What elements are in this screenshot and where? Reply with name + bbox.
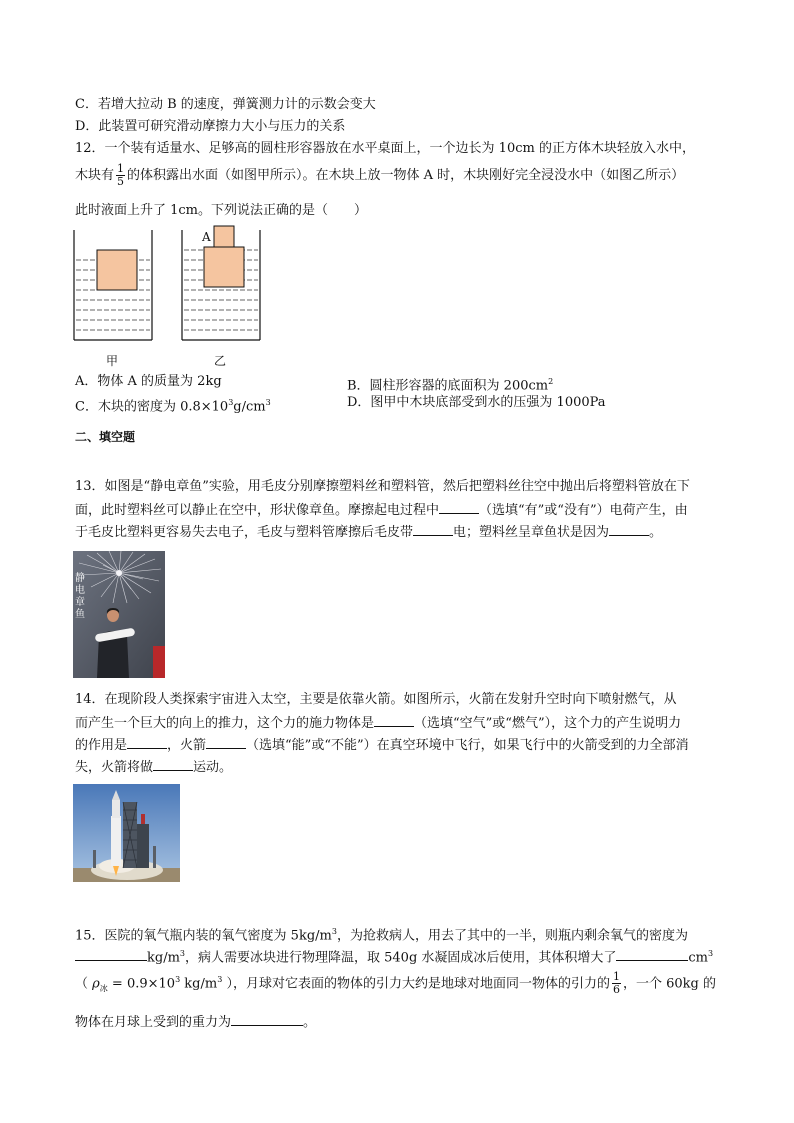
- q12-option-c-b: g/cm: [233, 399, 266, 415]
- q15-line4-b: 。: [303, 1015, 317, 1030]
- q12-option-b-text: B．圆柱形容器的底面积为 200cm: [347, 378, 549, 394]
- q13-line3-b: 电；塑料丝呈章鱼状是因为: [453, 525, 610, 540]
- q12-frac-num: 1: [117, 162, 125, 175]
- q15-line2: [75, 944, 713, 968]
- q14-line3-a: 的作用是: [75, 738, 128, 753]
- q14-line2-a: 而产生一个巨大的向上的推力，这个力的施力物体是: [75, 716, 375, 731]
- q13-blank-3[interactable]: [609, 521, 649, 536]
- q14-blank-3[interactable]: [206, 734, 246, 749]
- object-a-label: A: [202, 230, 211, 244]
- q15-line2-a: kg/m: [147, 950, 180, 966]
- q12-stem-line2: [75, 163, 684, 188]
- q13-line2: [75, 499, 688, 521]
- q13-line2-b: （选填“有”或“没有”）电荷产生，由: [479, 503, 688, 518]
- q14-line4: [75, 756, 232, 778]
- rocket-launch-illustration: [73, 784, 180, 882]
- q15-blank-1[interactable]: [75, 946, 147, 961]
- q15-line1-a: 15．医院的氧气瓶内装的氧气密度为 5kg/m: [75, 928, 332, 944]
- q14-line1: 14．在现阶段人类探索宇宙进入太空，主要是依靠火箭。如图所示，火箭在发射升空时向下喷射燃气，从: [75, 692, 677, 707]
- q14-blank-2[interactable]: [127, 734, 167, 749]
- q14-blank-1[interactable]: [374, 712, 414, 727]
- q15-line3-e: ，一个 60kg 的: [622, 976, 716, 992]
- q13-blank-1[interactable]: [439, 499, 479, 514]
- q15-fraction: [612, 971, 621, 996]
- q15-line2-b: ，病人需要冰块进行物理降温，取 540g 水凝固成冰后使用，其体积增大了: [185, 950, 617, 966]
- q12-option-c: [75, 393, 271, 417]
- q15-line3: [75, 970, 716, 999]
- q12-option-a: A．物体 A 的质量为 2kg: [75, 374, 222, 389]
- q15-line3-c: kg/m: [180, 976, 218, 992]
- q12-option-c-sup1: 3: [228, 398, 234, 407]
- q14-line4-a: 失，火箭将做: [75, 760, 154, 775]
- q12-option-d: D．图甲中木块底部受到水的压强为 1000Pa: [347, 395, 606, 410]
- container-yi: [182, 226, 260, 340]
- q15-line1-sup: 3: [331, 927, 337, 936]
- q13-line3-c: 。: [649, 525, 663, 540]
- q12-option-c-a: C．木块的密度为 0.8×10: [75, 399, 229, 415]
- q14-line3-c: （选填“能”或“不能”）在真空环境中飞行，如果飞行中的火箭受到的力全部消: [246, 738, 689, 753]
- object-a: [214, 226, 234, 247]
- q14-blank-4[interactable]: [153, 756, 193, 771]
- fig-caption-jia: 甲: [106, 354, 119, 368]
- container-jia: [74, 230, 152, 340]
- q15-frac-den: 6: [612, 983, 620, 997]
- q12-fraction: [116, 163, 125, 188]
- q15-line1-b: ，为抢救病人，用去了其中的一半，则瓶内剩余氧气的密度为: [336, 928, 688, 944]
- q15-line3-a: （: [75, 976, 93, 992]
- q15-line2-sup: 3: [179, 949, 185, 958]
- q15-line4-a: 物体在月球上受到的重力为: [75, 1015, 232, 1030]
- wood-block-yi: [204, 247, 244, 287]
- q11-option-c: C．若增大拉动 B 的速度，弹簧测力计的示数会变大: [75, 97, 376, 112]
- q13-blank-2[interactable]: [413, 521, 453, 536]
- q15-line4: [75, 1011, 316, 1033]
- q13-line1: 13．如图是“静电章鱼”实验，用毛皮分别摩擦塑料丝和塑料管，然后把塑料丝往空中抛出后将塑料管放在下: [75, 479, 690, 494]
- q15-line3-sup: 3: [175, 975, 181, 984]
- q15-line3-sup2: 3: [217, 975, 223, 984]
- q13-line3: [75, 521, 662, 543]
- q15-line2-sup2: 3: [708, 949, 714, 958]
- rho-subscript: 冰: [99, 983, 108, 993]
- photo-caption: 静电章鱼: [75, 573, 85, 620]
- q14-line3: [75, 734, 689, 756]
- q15-blank-3[interactable]: [231, 1011, 303, 1026]
- q12-frac-den: 5: [117, 175, 125, 188]
- q14-line4-b: 运动。: [193, 760, 233, 775]
- q13-line2-a: 面，此时塑料丝可以静止在空中，形状像章鱼。摩擦起电过程中: [75, 503, 440, 518]
- q12-stem-line3: 此时液面上升了 1cm。下列说法正确的是（ ）: [75, 203, 368, 218]
- wood-block-jia: [97, 250, 137, 290]
- q13-line3-a: 于毛皮比塑料更容易失去电子，毛皮与塑料管摩擦后毛皮带: [75, 525, 414, 540]
- q12-figure: [70, 222, 270, 347]
- static-octopus-illustration: [73, 551, 165, 678]
- q12-line2-b: 的体积露出水面（如图甲所示）。在木块上放一物体 A 时，木块刚好完全浸没水中（如图乙所示）: [127, 168, 685, 183]
- q15-line3-b: = 0.9×10: [107, 976, 176, 992]
- q12-line2-a: 木块有: [75, 168, 115, 183]
- q12-stem-line1: 12．一个装有适量水、足够高的圆柱形容器放在水平桌面上，一个边长为 10cm 的正方体木块轻放入水中，: [75, 141, 695, 156]
- q15-line1: [75, 922, 688, 946]
- q14-line2-b: （选填“空气”或“燃气”），这个力的产生说明力: [414, 716, 682, 731]
- q15-blank-2[interactable]: [616, 946, 688, 961]
- section-title: 二、填空题: [75, 430, 136, 444]
- q15-frac-num: 1: [612, 970, 620, 984]
- fig-caption-yi: 乙: [214, 354, 227, 368]
- rocket-launch-photo: [73, 784, 180, 882]
- q15-line2-c: cm: [688, 950, 709, 966]
- q15-line3-d: ），月球对它表面的物体的引力大约是地球对地面同一物体的引力的: [222, 976, 610, 992]
- q14-line3-b: ，火箭: [167, 738, 207, 753]
- q12-option-b-sup: 2: [548, 377, 554, 386]
- q14-line2: [75, 712, 681, 734]
- q11-option-d: D．此装置可研究滑动摩擦力大小与压力的关系: [75, 119, 346, 134]
- static-octopus-photo: [73, 551, 165, 678]
- q12-option-c-sup2: 3: [265, 398, 271, 407]
- rho-symbol: ρ: [92, 976, 100, 992]
